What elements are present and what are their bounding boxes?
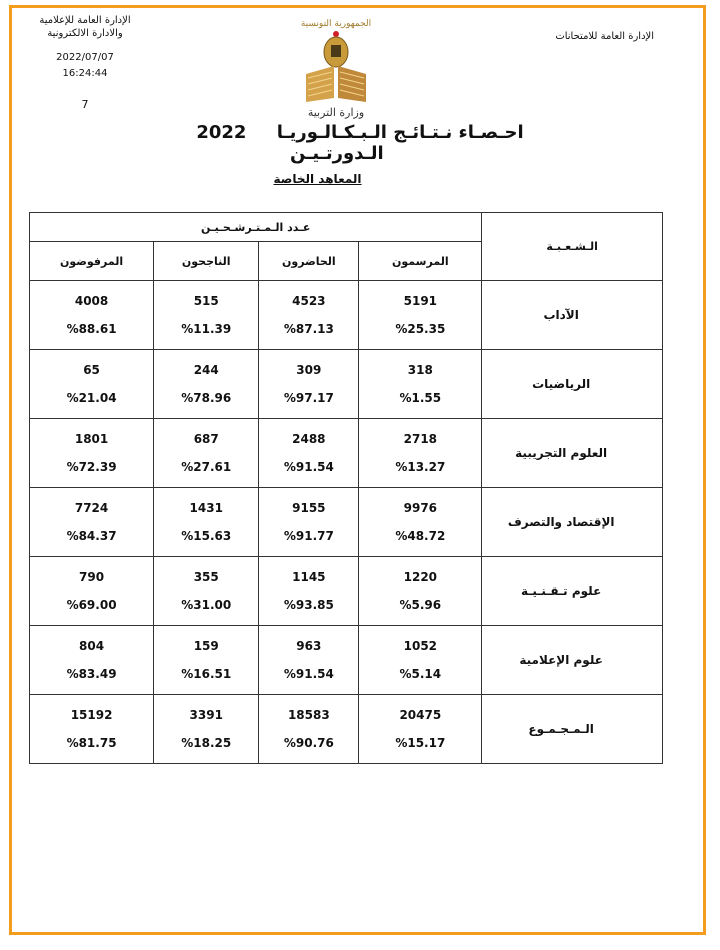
cell-percent: %16.51 <box>181 667 232 681</box>
cell-passed <box>154 488 259 557</box>
cell-count: 687 <box>193 432 219 446</box>
table-row <box>30 557 663 626</box>
header-candidates-count: عـدد الـمـتـرشـحـيـن <box>30 213 482 242</box>
cell-count: 1220 <box>403 570 438 584</box>
cell-present <box>259 488 359 557</box>
left-dept-line1: الإدارة العامة للإعلامية <box>39 15 131 26</box>
logo-top-text: الجمهورية التونسية <box>300 19 372 29</box>
cell-count: 790 <box>79 570 105 584</box>
cell-count: 159 <box>193 639 219 653</box>
cell-count: 1801 <box>74 432 109 446</box>
cell-present <box>259 350 359 419</box>
row-category: الرياضيات <box>482 350 663 419</box>
cell-percent: %5.14 <box>399 667 442 681</box>
cell-percent: %13.27 <box>395 460 446 474</box>
cell-percent: %97.17 <box>283 391 334 405</box>
header-passed: الناجحون <box>154 242 259 281</box>
cell-registered <box>359 350 482 419</box>
title-year: 2022 <box>196 122 247 143</box>
print-date: 2022/07/07 <box>56 52 114 63</box>
cell-passed <box>154 626 259 695</box>
page-title <box>0 122 720 143</box>
cell-percent: %15.17 <box>395 736 446 750</box>
cell-count: 4008 <box>74 294 109 308</box>
cell-rejected <box>30 557 154 626</box>
cell-count: 355 <box>193 570 219 584</box>
logo-bottom-text: وزارة التربية <box>307 106 365 119</box>
table-row <box>30 488 663 557</box>
cell-count: 2718 <box>403 432 438 446</box>
title-sessions: الـدورتـيـن <box>290 143 384 164</box>
cell-present <box>259 281 359 350</box>
row-category: علوم الإعلامية <box>482 626 663 695</box>
cell-percent: %69.00 <box>66 598 117 612</box>
cell-present <box>259 419 359 488</box>
right-dept: الإدارة العامة للامتحانات <box>555 31 654 42</box>
cell-percent: %93.85 <box>283 598 334 612</box>
print-time: 16:24:44 <box>62 68 108 79</box>
cell-registered <box>359 419 482 488</box>
header-registered: المرسمون <box>359 242 482 281</box>
cell-rejected <box>30 350 154 419</box>
cell-percent: %91.77 <box>283 529 334 543</box>
cell-percent: %5.96 <box>399 598 442 612</box>
cell-rejected <box>30 419 154 488</box>
cell-percent: %15.63 <box>181 529 232 543</box>
cell-percent: %83.49 <box>66 667 117 681</box>
cell-count: 9976 <box>403 501 438 515</box>
cell-count: 5191 <box>403 294 438 308</box>
row-category: الـمـجـمـوع <box>482 695 663 764</box>
cell-count: 9155 <box>292 501 326 515</box>
cell-percent: %11.39 <box>181 322 232 336</box>
cell-count: 18583 <box>287 708 330 722</box>
title-text: احـصـاء نـتـائـج الـبـكـالـوريـا <box>276 122 524 143</box>
table-row <box>30 419 663 488</box>
cell-count: 804 <box>79 639 105 653</box>
page-number: 7 <box>81 98 89 111</box>
cell-percent: %91.54 <box>283 667 334 681</box>
cell-count: 65 <box>83 363 100 377</box>
cell-count: 4523 <box>292 294 326 308</box>
cell-percent: %84.37 <box>66 529 117 543</box>
cell-percent: %1.55 <box>399 391 442 405</box>
table-row <box>30 281 663 350</box>
cell-percent: %81.75 <box>66 736 117 750</box>
cell-count: 1145 <box>292 570 326 584</box>
row-category: الإقتصاد والتصرف <box>482 488 663 557</box>
cell-count: 20475 <box>399 708 442 722</box>
cell-count: 7724 <box>74 501 109 515</box>
cell-percent: %78.96 <box>181 391 232 405</box>
table-row <box>30 626 663 695</box>
row-category: علوم تـقـنـيـة <box>482 557 663 626</box>
cell-count: 318 <box>407 363 433 377</box>
cell-rejected <box>30 488 154 557</box>
cell-rejected <box>30 626 154 695</box>
cell-rejected <box>30 695 154 764</box>
cell-registered <box>359 626 482 695</box>
cell-count: 309 <box>296 363 322 377</box>
cell-registered <box>359 488 482 557</box>
cell-passed <box>154 350 259 419</box>
cell-present <box>259 626 359 695</box>
cell-passed <box>154 419 259 488</box>
table-row <box>30 695 663 764</box>
cell-registered <box>359 281 482 350</box>
cell-rejected <box>30 281 154 350</box>
cell-percent: %31.00 <box>181 598 232 612</box>
cell-percent: %87.13 <box>283 322 334 336</box>
results-table <box>29 212 663 764</box>
subtitle: المعاهد الخاصة <box>273 172 362 186</box>
left-dept-line2: والادارة الالكترونية <box>47 28 123 39</box>
cell-count: 244 <box>193 363 219 377</box>
header-category: الـشـعـبـة <box>482 213 663 281</box>
cell-count: 1431 <box>189 501 223 515</box>
row-category: العلوم التجريبية <box>482 419 663 488</box>
cell-percent: %90.76 <box>283 736 334 750</box>
cell-count: 2488 <box>292 432 326 446</box>
cell-percent: %27.61 <box>181 460 232 474</box>
table-row <box>30 350 663 419</box>
cell-percent: %88.61 <box>66 322 117 336</box>
ministry-logo-icon <box>296 12 376 122</box>
cell-passed <box>154 695 259 764</box>
cell-percent: %21.04 <box>66 391 117 405</box>
cell-count: 3391 <box>189 708 223 722</box>
header-present: الحاضرون <box>259 242 359 281</box>
cell-passed <box>154 281 259 350</box>
cell-registered <box>359 695 482 764</box>
cell-registered <box>359 557 482 626</box>
cell-percent: %18.25 <box>181 736 232 750</box>
header-left <box>30 14 140 111</box>
cell-passed <box>154 557 259 626</box>
cell-present <box>259 695 359 764</box>
cell-percent: %72.39 <box>66 460 117 474</box>
cell-percent: %91.54 <box>283 460 334 474</box>
cell-percent: %48.72 <box>395 529 446 543</box>
cell-count: 1052 <box>403 639 438 653</box>
cell-count: 515 <box>193 294 219 308</box>
cell-percent: %25.35 <box>395 322 446 336</box>
header-rejected: المرفوضون <box>30 242 154 281</box>
row-category: الآداب <box>482 281 663 350</box>
cell-present <box>259 557 359 626</box>
cell-count: 963 <box>296 639 322 653</box>
cell-count: 15192 <box>70 708 113 722</box>
